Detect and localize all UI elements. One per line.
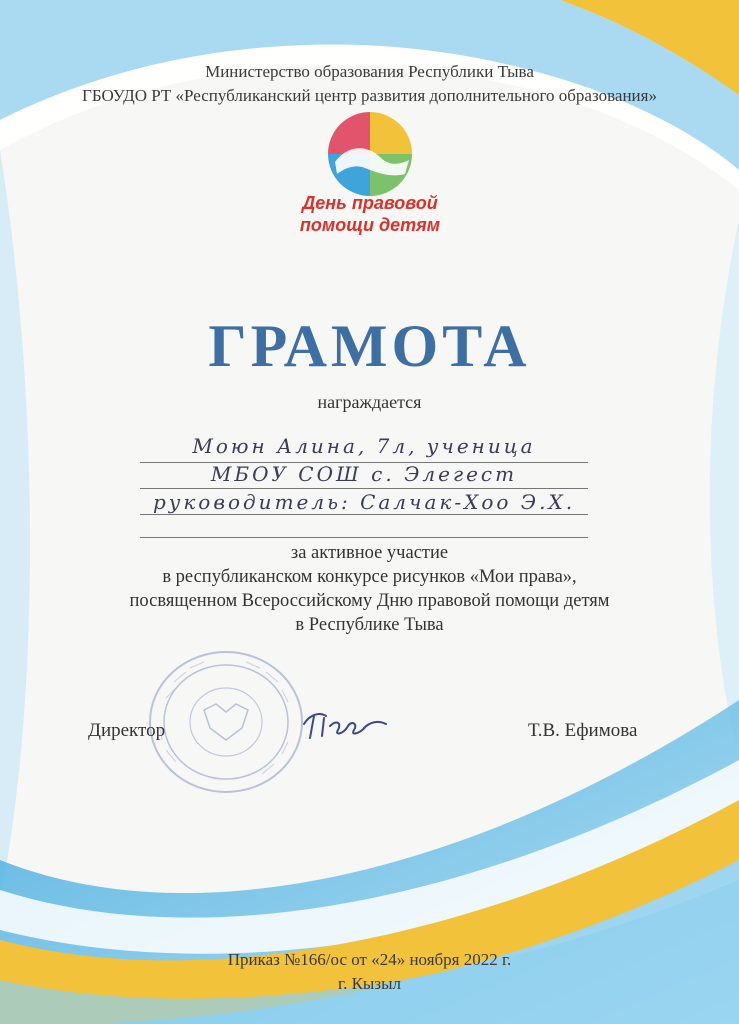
- logo-line-2: помощи детям: [299, 215, 441, 235]
- header: [0, 60, 739, 108]
- certificate-title: ГРАМОТА: [208, 313, 531, 379]
- reason-line-3: посвященном Всероссийскому Дню правовой помощи детям: [129, 591, 610, 611]
- reason-line-1: за активное участие: [290, 543, 449, 563]
- director-label: Директор: [88, 720, 166, 741]
- reason-line-2: в республиканском конкурсе рисунков «Мои права»,: [162, 567, 577, 587]
- official-seal: [146, 648, 306, 796]
- organization-name: ГБОУДО РТ «Республиканский центр развития дополнительного образования»: [82, 86, 657, 105]
- logo-caption: [270, 192, 470, 236]
- recipient-line-2: МБОУ СОШ с. Элегест: [210, 462, 518, 486]
- recipient-line-3: руководитель: Салчак-Хоо Э.Х.: [152, 490, 576, 514]
- underline-3: [140, 514, 588, 515]
- order-reference: Приказ №166/ос от «24» ноября 2022 г.: [227, 950, 512, 969]
- reason-line-4: в Республике Тыва: [295, 615, 444, 635]
- city-name: г. Кызыл: [338, 974, 401, 993]
- recipient-line-1: Моюн Алина, 7л, ученица: [192, 434, 536, 458]
- director-signature: [300, 706, 390, 746]
- director-name: Т.В. Ефимова: [528, 720, 638, 741]
- logo-line-1: День правовой: [302, 193, 438, 213]
- award-reason: [0, 541, 739, 637]
- underline-4: [140, 537, 588, 538]
- footer: [0, 948, 739, 996]
- awarded-label: награждается: [317, 392, 422, 412]
- underline-2: [140, 488, 588, 489]
- ministry-name: Министерство образования Республики Тыва: [205, 62, 534, 81]
